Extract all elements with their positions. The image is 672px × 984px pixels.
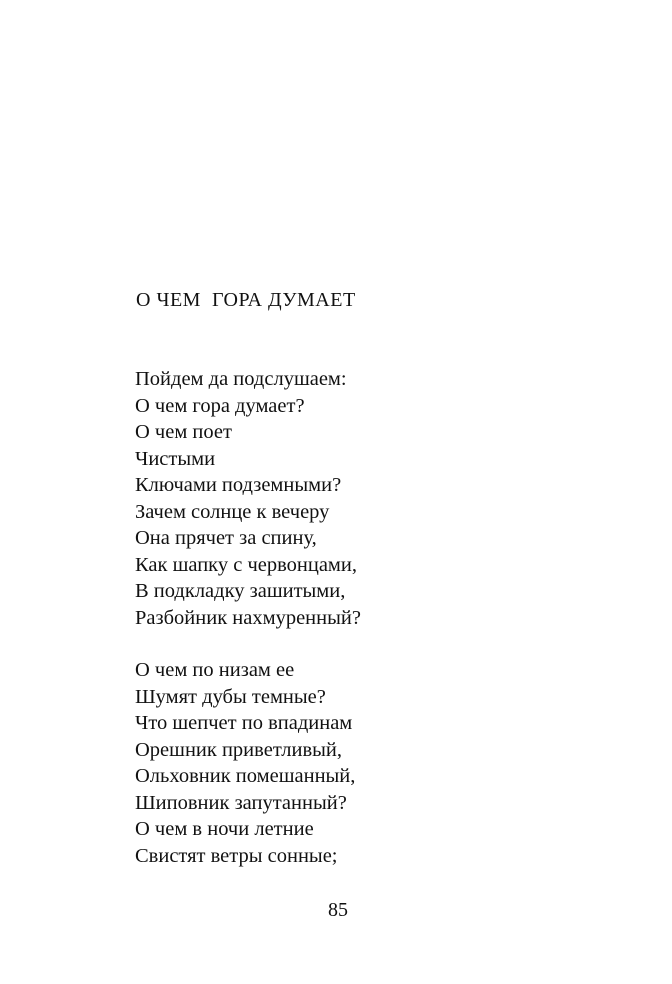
stanza-1	[135, 366, 361, 631]
stanza-2	[135, 657, 355, 869]
poem-line: Она прячет за спину,	[135, 527, 317, 549]
poem-line: Свистят ветры сонные;	[135, 844, 338, 867]
poem-line: Как шапку с червонцами,	[135, 553, 357, 576]
poem-line: О чем по низам ее	[135, 659, 295, 681]
poem-line: В подкладку зашитыми,	[135, 580, 346, 602]
poem-line: Чистыми	[135, 447, 216, 470]
poem-line: Разбойник нахмуренный?	[135, 606, 361, 629]
poem-line: О чем в ночи летние	[135, 818, 314, 840]
poem-line: Что шепчет по впадинам	[135, 712, 353, 734]
page-number: 85	[328, 899, 348, 921]
poem-line: Шумят дубы темные?	[135, 685, 326, 708]
poem-line: О чем гора думает?	[135, 394, 305, 417]
poem-line: Орешник приветливый,	[135, 738, 343, 761]
poem-line: О чем поет	[135, 421, 232, 443]
poem-line: Ольховник помешанный,	[135, 765, 356, 787]
poem-line: Шиповник запутанный?	[135, 791, 347, 814]
poem-line: Зачем солнце к вечеру	[135, 500, 330, 523]
poem-title: О ЧЕМ ГОРА ДУМАЕТ	[136, 289, 356, 311]
poem-line: Ключами подземными?	[135, 474, 342, 496]
poem-line: Пойдем да подслушаем:	[135, 368, 347, 390]
